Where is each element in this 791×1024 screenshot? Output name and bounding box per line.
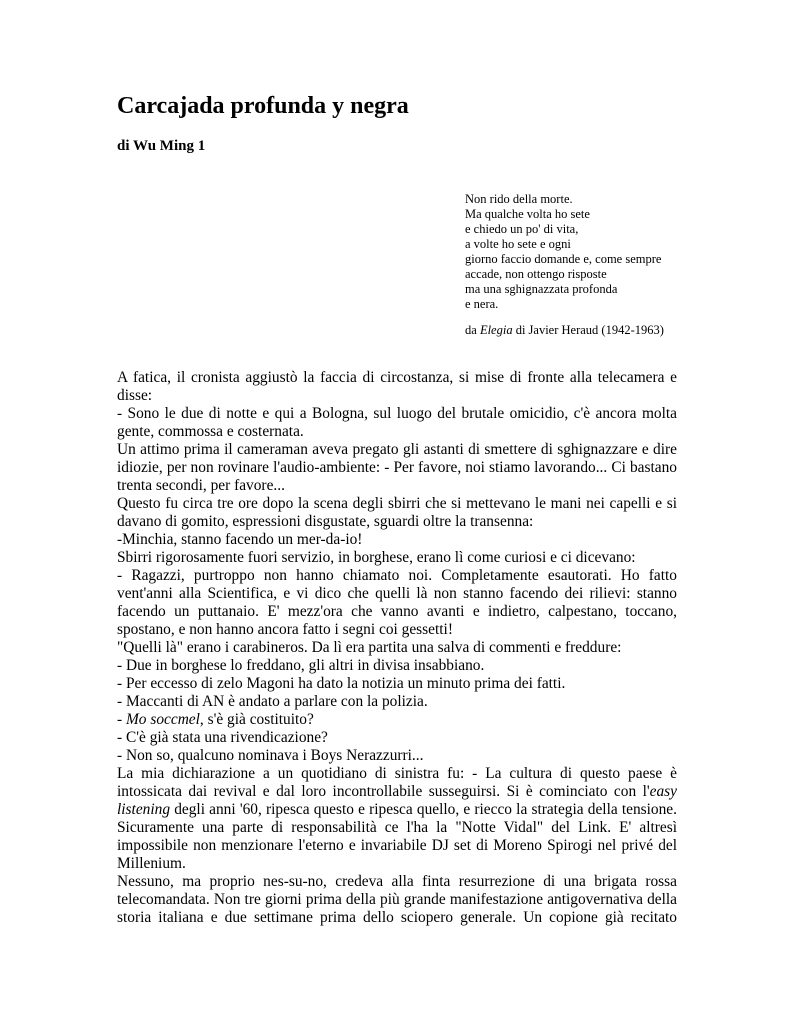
paragraph [117, 711, 677, 729]
paragraph: Nessuno, ma proprio nes-su-no, credeva alla finta resurrezione di una brigata rossa telecomandata. Non tre giorni prima della più grande manifestazione antigovernativa della storia italiana e due settimane prima dello sciopero generale. Un copione già recitato [117, 873, 677, 926]
paragraph: - Sono le due di notte e qui a Bologna, sul luogo del brutale omicidio, c'è ancora molta gente, commossa e costernata. [117, 405, 677, 440]
epigraph-line: a volte ho sete e ogni [465, 237, 571, 251]
epigraph-source-suffix: di Javier Heraud (1942-1963) [512, 323, 664, 337]
italic-run: Mo soccmel [125, 711, 200, 728]
document-title: Carcajada profunda y negra [117, 93, 409, 119]
epigraph [465, 192, 705, 338]
paragraph: - C'è già stata una rivendicazione? [117, 729, 328, 746]
epigraph-line: ma una sghignazzata profonda [465, 282, 618, 296]
epigraph-source-work: Elegia [479, 323, 513, 337]
paragraph: - Maccanti di AN è andato a parlare con la polizia. [117, 693, 428, 710]
epigraph-line: e nera. [465, 297, 499, 311]
paragraph: Sbirri rigorosamente fuori servizio, in borghese, erano lì come curiosi e ci dicevano: [117, 549, 636, 566]
italic-run: easy listening [117, 783, 677, 818]
document-author: di Wu Ming 1 [117, 138, 206, 154]
epigraph-source-prefix: da [465, 323, 480, 337]
text-run: La mia dichiarazione a un quotidiano di sinistra fu: - La cultura di questo paese è intossicata dai revival e dal loro incontrollabile susseguirsi. Si è cominciato con l' [117, 765, 677, 800]
epigraph-line: accade, non ottengo risposte [465, 267, 607, 281]
paragraph: A fatica, il cronista aggiustò la faccia di circostanza, si mise di fronte alla telecamera e disse: [117, 369, 677, 404]
paragraph: - Per eccesso di zelo Magoni ha dato la notizia un minuto prima dei fatti. [117, 675, 566, 692]
paragraph [117, 765, 677, 873]
text-run: , s'è già costituito? [199, 711, 314, 728]
paragraph: Un attimo prima il cameraman aveva pregato gli astanti di smettere di sghignazzare e dire idiozie, per non rovinare l'audio-ambiente: - Per favore, noi stiamo lavorando... Ci bastano trenta secondi, per favore... [117, 441, 677, 494]
paragraph: - Non so, qualcuno nominava i Boys Nerazzurri... [117, 747, 424, 764]
paragraph: Questo fu circa tre ore dopo la scena degli sbirri che si mettevano le mani nei capelli e si davano di gomito, espressioni disgustate, sguardi oltre la transenna: [117, 495, 677, 530]
epigraph-line: e chiedo un po' di vita, [465, 222, 579, 236]
paragraph: - Due in borghese lo freddano, gli altri in divisa insabbiano. [117, 657, 485, 674]
paragraph: -Minchia, stanno facendo un mer-da-io! [117, 531, 363, 548]
paragraph: "Quelli là" erano i carabineros. Da lì era partita una salva di commenti e freddure: [117, 639, 622, 656]
body-text [117, 369, 677, 927]
epigraph-line: giorno faccio domande e, come sempre [465, 252, 662, 266]
epigraph-line: Non rido della morte. [465, 192, 573, 206]
paragraph: - Ragazzi, purtroppo non hanno chiamato noi. Completamente esautorati. Ho fatto vent'anni alla Scientifica, e vi dico che quelli là non stanno facendo dei rilievi: stanno facendo un puttanaio. E' mezz'ora che vanno avanti e indietro, calpestano, toccano, spostano, e non hanno ancora fatto i segni coi gessetti! [117, 567, 677, 638]
epigraph-source [465, 323, 705, 338]
text-run: - [117, 711, 126, 728]
epigraph-line: Ma qualche volta ho sete [465, 207, 590, 221]
text-run: degli anni '60, ripesca questo e ripesca quello, e riecco la strategia della tensione. Sicuramente una parte di responsabilità ce l'ha la "Notte Vidal" del Link. E' altresì impossibile non menzionare l'eterno e invariabile DJ set di Moreno Spirogi nel privé del Millenium. [117, 801, 677, 872]
